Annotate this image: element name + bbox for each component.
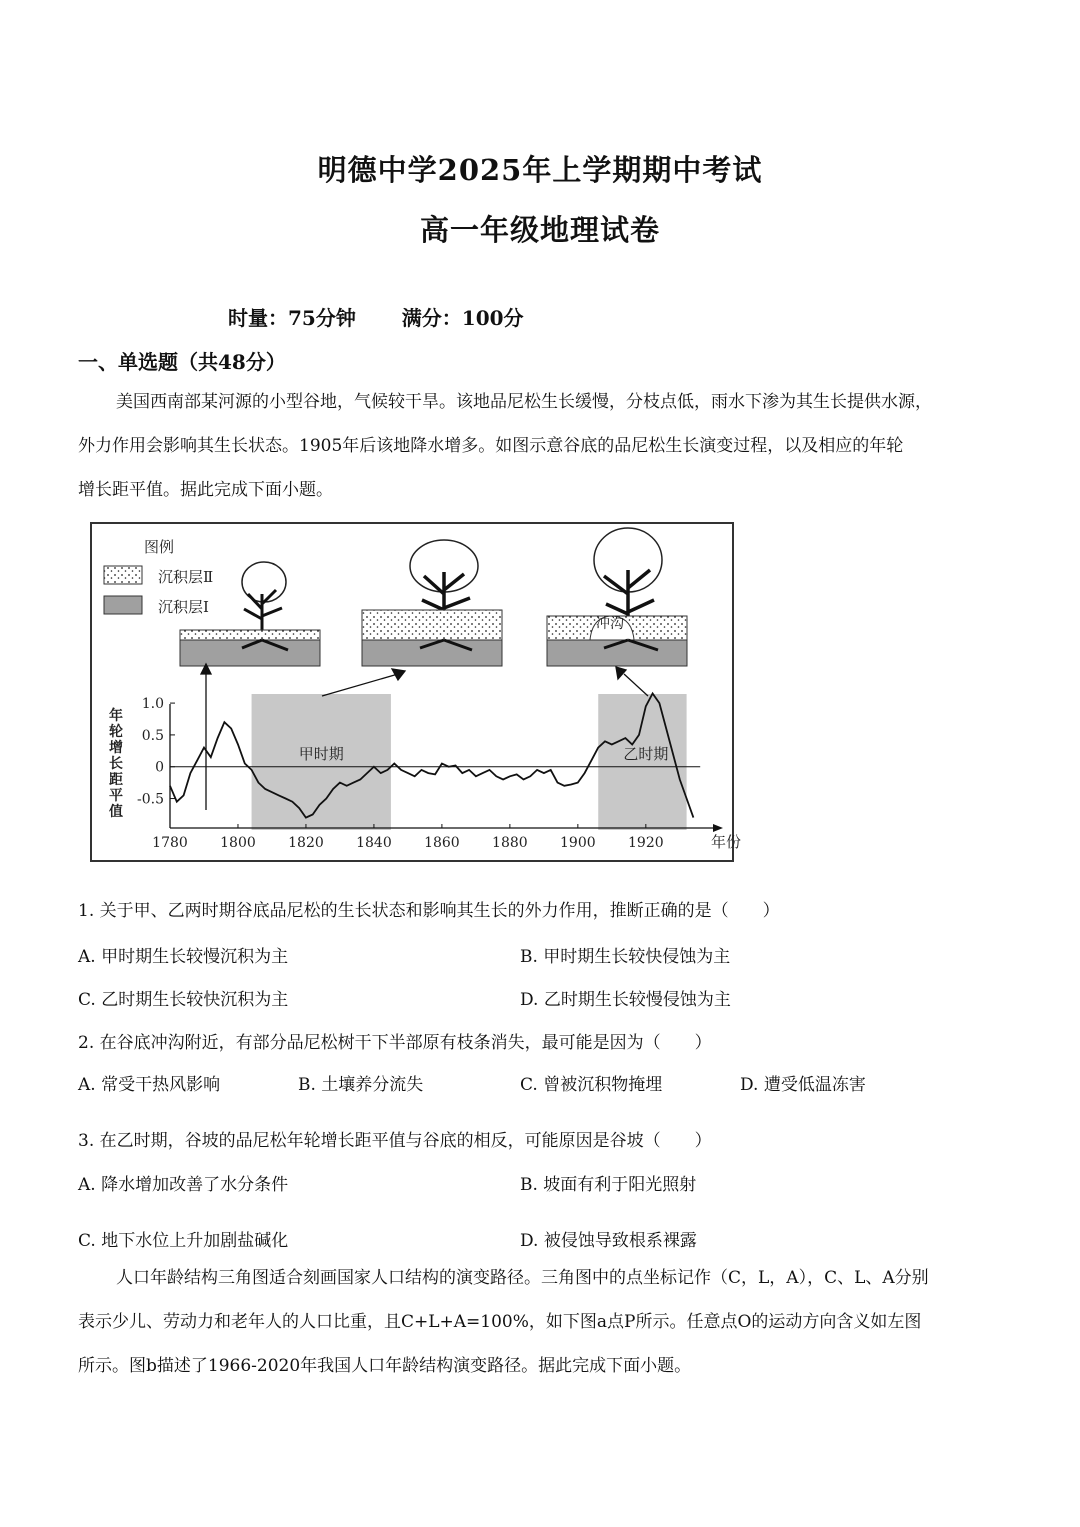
x-tick-label-3: 1840 [356, 835, 392, 851]
figure-pine-growth [90, 522, 742, 862]
gully-label: 冲沟 [596, 616, 624, 632]
x-tick-label-4: 1860 [424, 835, 460, 851]
x-tick-label-2: 1820 [288, 835, 324, 851]
passage-1-line-3: 增长距平值。据此完成下面小题。 [78, 480, 333, 500]
x-tick-label-1: 1800 [220, 835, 256, 851]
period-label-jia: 甲时期 [298, 745, 344, 764]
q3-option-b[interactable]: B. 坡面有利于阳光照射 [520, 1175, 697, 1195]
ring-growth-chart [137, 694, 741, 852]
question-3-stem: 3. 在乙时期，谷坡的品尼松年轮增长距平值与谷底的相反，可能原因是谷坡（ ） [78, 1131, 712, 1151]
figure-svg [92, 524, 742, 860]
passage-2 [78, 1256, 1008, 1388]
y-tick-label-1: 0.5 [141, 727, 164, 744]
q2-option-c[interactable]: C. 曾被沉积物掩埋 [520, 1075, 663, 1095]
time-limit: 时量：75分钟 [228, 306, 356, 330]
y-tick-label-2: 0 [155, 759, 164, 776]
sediment-block-2 [362, 540, 502, 666]
legend-swatch-layer1 [104, 596, 142, 614]
passage-2-line-1: 人口年龄结构三角图适合刻画国家人口结构的演变路径。三角图中的点坐标记作（C，L，A），C、L、A分别 [116, 1268, 929, 1288]
sediment-block-3 [547, 528, 687, 666]
exam-meta [228, 302, 524, 331]
section-heading: 一、单选题（共48分） [78, 350, 286, 374]
q2-option-b[interactable]: B. 土壤养分流失 [298, 1075, 424, 1095]
y-axis-title [109, 707, 123, 820]
legend-label-layer2: 沉积层Ⅱ [158, 568, 214, 586]
exam-subtitle: 高一年级地理试卷 [419, 213, 660, 247]
q1-option-d[interactable]: D. 乙时期生长较慢侵蚀为主 [520, 990, 731, 1010]
q1-option-b[interactable]: B. 甲时期生长较快侵蚀为主 [520, 947, 731, 967]
passage-1-line-2: 外力作用会影响其生长状态。1905年后该地降水增多。如图示意谷底的品尼松生长演变过程，以及相应的年轮 [78, 436, 904, 456]
passage-2-line-2: 表示少儿、劳动力和老年人的人口比重，且C+L+A=100%，如下图a点P所示。任意点O的运动方向含义如左图 [78, 1312, 922, 1332]
x-tick-label-6: 1900 [560, 835, 596, 851]
full-score: 满分：100分 [401, 306, 524, 330]
q1-option-a[interactable]: A. 甲时期生长较慢沉积为主 [78, 947, 289, 967]
y-axis-title-char-0: 年 [109, 708, 123, 724]
q1-option-c[interactable]: C. 乙时期生长较快沉积为主 [78, 990, 289, 1010]
legend-swatch-layer2 [104, 566, 142, 584]
y-axis-title-char-2: 增 [109, 740, 123, 756]
y-axis-title-char-3: 长 [109, 756, 123, 772]
y-tick-label-0: 1.0 [141, 696, 164, 713]
y-axis-title-char-1: 轮 [109, 724, 123, 740]
legend-title: 图例 [144, 538, 175, 556]
x-tick-label-0: 1780 [152, 835, 188, 851]
y-axis-title-char-4: 距 [109, 772, 123, 788]
q3-option-a[interactable]: A. 降水增加改善了水分条件 [78, 1175, 289, 1195]
q3-option-c[interactable]: C. 地下水位上升加剧盐碱化 [78, 1231, 289, 1251]
passage-1 [78, 380, 1008, 512]
x-tick-label-5: 1880 [492, 835, 528, 851]
passage-2-line-3: 所示。图b描述了1966-2020年我国人口年龄结构演变路径。据此完成下面小题。 [78, 1356, 692, 1376]
q2-option-d[interactable]: D. 遭受低温冻害 [740, 1075, 866, 1095]
question-2-stem: 2. 在谷底冲沟附近，有部分品尼松树干下半部原有枝条消失，最可能是因为（ ） [78, 1033, 712, 1053]
q3-option-d[interactable]: D. 被侵蚀导致根系裸露 [520, 1231, 697, 1251]
y-axis-title-char-5: 平 [109, 788, 123, 804]
question-1-stem: 1. 关于甲、乙两时期谷底品尼松的生长状态和影响其生长的外力作用，推断正确的是（ ） [78, 901, 780, 921]
x-axis-unit: 年份 [711, 833, 742, 851]
period-label-yi: 乙时期 [623, 745, 669, 764]
q2-option-a[interactable]: A. 常受干热风影响 [78, 1075, 221, 1095]
legend-label-layer1: 沉积层Ⅰ [158, 598, 209, 616]
x-axis-arrow [713, 824, 723, 832]
y-tick-label-3: -0.5 [137, 791, 164, 808]
exam-title: 明德中学2025年上学期期中考试 [317, 153, 763, 187]
x-tick-label-7: 1920 [628, 835, 664, 851]
passage-1-line-1: 美国西南部某河源的小型谷地，气候较干旱。该地品尼松生长缓慢，分枝点低，雨水下渗为其生长提供水源， [116, 392, 932, 412]
y-axis-title-char-6: 值 [109, 804, 123, 820]
